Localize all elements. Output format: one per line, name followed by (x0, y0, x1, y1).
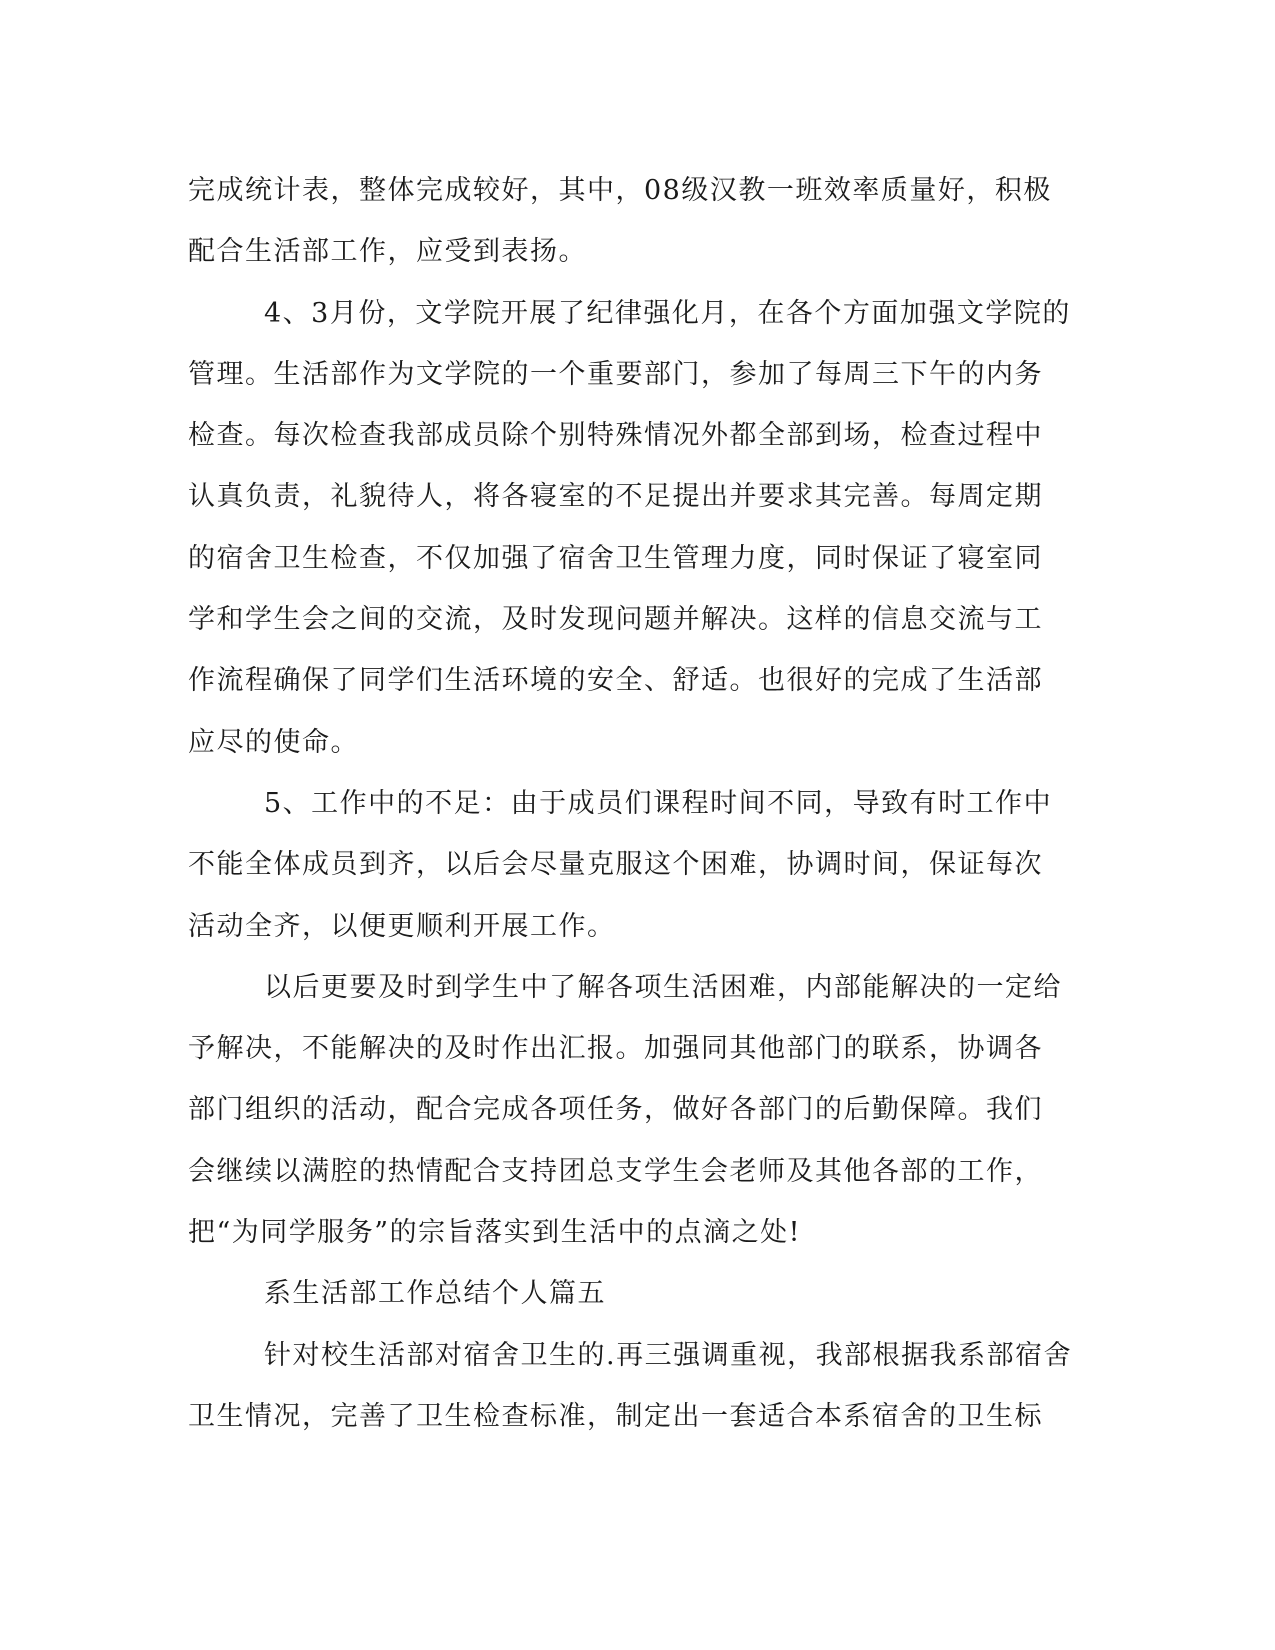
text-line: 作流程确保了同学们生活环境的安全、舒适。也很好的完成了生活部 (188, 665, 1043, 697)
text-line: 予解决，不能解决的及时作出汇报。加强同其他部门的联系，协调各 (188, 1033, 1043, 1065)
section-heading: 系生活部工作总结个人篇五 (264, 1278, 606, 1310)
text-line: 部门组织的活动，配合完成各项任务，做好各部门的后勤保障。我们 (188, 1094, 1043, 1126)
text-line: 卫生情况，完善了卫生检查标准，制定出一套适合本系宿舍的卫生标 (188, 1400, 1043, 1432)
text-line: 配合生活部工作，应受到表扬。 (188, 236, 587, 268)
text-line: 认真负责，礼貌待人，将各寝室的不足提出并要求其完善。每周定期 (188, 481, 1043, 513)
paragraph-start-line: 针对校生活部对宿舍卫生的.再三强调重视，我部根据我系部宿舍 (264, 1339, 1073, 1371)
text-line: 学和学生会之间的交流，及时发现问题并解决。这样的信息交流与工 (188, 604, 1043, 636)
text-line: 管理。生活部作为文学院的一个重要部门，参加了每周三下午的内务 (188, 358, 1043, 390)
text-line: 把“为同学服务”的宗旨落实到生活中的点滴之处! (188, 1217, 801, 1249)
paragraph-start-line: 以后更要及时到学生中了解各项生活困难，内部能解决的一定给 (264, 971, 1062, 1003)
text-line: 的宿舍卫生检查，不仅加强了宿舍卫生管理力度，同时保证了寝室同 (188, 542, 1043, 574)
document-body (188, 160, 1078, 1447)
paragraph-start-line: 4、3月份，文学院开展了纪律强化月，在各个方面加强文学院的 (264, 297, 1071, 329)
text-line: 会继续以满腔的热情配合支持团总支学生会老师及其他各部的工作， (188, 1155, 1043, 1187)
text-line: 完成统计表，整体完成较好，其中，08级汉教一班效率质量好，积极 (188, 175, 1052, 206)
text-line: 不能全体成员到齐，以后会尽量克服这个困难，协调时间，保证每次 (188, 849, 1043, 881)
text-line: 活动全齐，以便更顺利开展工作。 (188, 910, 616, 942)
text-line: 应尽的使命。 (188, 726, 359, 758)
text-line: 检查。每次检查我部成员除个别特殊情况外都全部到场，检查过程中 (188, 420, 1043, 452)
paragraph-start-line: 5、工作中的不足：由于成员们课程时间不同，导致有时工作中 (264, 787, 1053, 819)
